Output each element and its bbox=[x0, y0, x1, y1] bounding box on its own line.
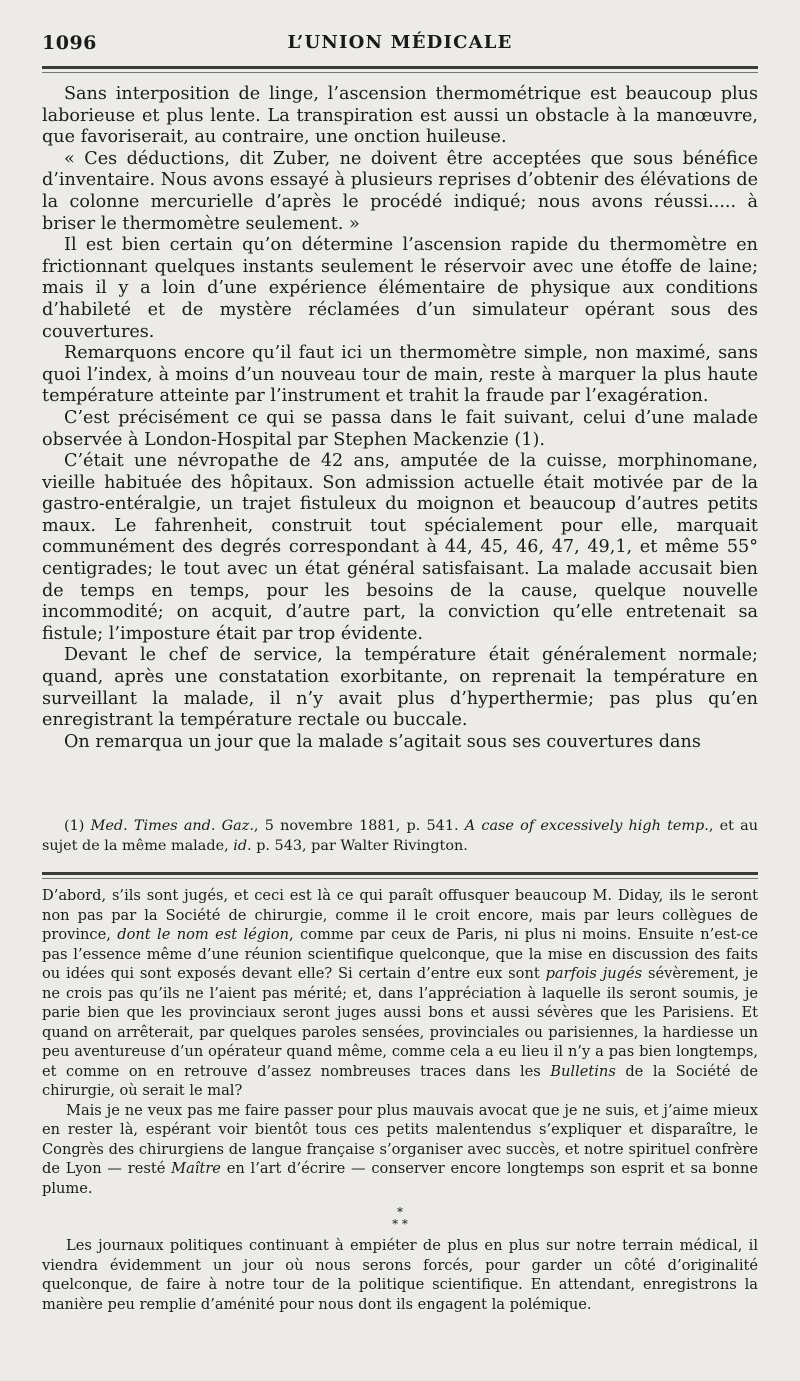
text-run: D’abord, s’ils sont jugés, et ceci est là ce qui paraît offusquer beaucoup M. Diday, ils le seront non pas par la Société de chirurgie, comme il le croit encore, mais par leurs collègues de province, bbox=[42, 887, 758, 943]
paragraph: Sans interposition de linge, l’ascension thermométrique est beaucoup plus laborieuse et plus lente. La transpiration est aussi un obstacle à la manœuvre, que favoriserait, au contraire, une onction huileuse. bbox=[42, 84, 758, 148]
paragraph: Devant le chef de service, la température était généralement normale; quand, après une constatation exorbitante, on reprenait la température en surveillant la malade, il n’y avait plus d’hyperthermie; pas plus qu’en enregistrant la température rectale ou buccale. bbox=[42, 645, 758, 731]
text-run: Mais je ne veux pas me faire passer pour plus mauvais avocat que je ne suis, et j’aime mieux en rester là, espérant voir bientôt tous ces petits malentendus s’expliquer et disparaître, le Congrès des chirurgiens de langue française s’organiser avec succès, et notre spirituel confrère de Lyon — resté bbox=[42, 1101, 758, 1177]
italic-run: dont le nom est légion bbox=[117, 926, 290, 943]
asterism-top: * bbox=[397, 1205, 403, 1219]
footnote-marker: (1) bbox=[64, 818, 85, 834]
asterism-bottom: * * bbox=[392, 1217, 408, 1231]
paragraph: « Ces déductions, dit Zuber, ne doivent être acceptées que sous bénéfice d’inventaire. Nous avons essayé à plusieurs reprises d’obtenir des élévations de la colonne mercurielle d’après le procédé indiqué; nous avons réussi..... à briser le thermomètre seulement. » bbox=[42, 148, 758, 234]
footnote-journal: Med. Times and. Gaz. bbox=[90, 818, 254, 834]
text-run: de la Société de chirurgie, où serait le mal? bbox=[42, 1062, 758, 1099]
text-run: en l’art d’écrire — conserver encore longtemps son esprit et sa bonne plume. bbox=[42, 1160, 758, 1197]
feuilleton-paragraph: Les journaux politiques continuant à empiéter de plus en plus sur notre terrain médical, il viendra évidemment un jour où nous serons forcés, pour garder un côté d’originalité quelconque, de faire à notre tour de la politique scientifique. En attendant, enregistrons la manière peu remplie d’aménité pour nous dont ils engagent la polémique. bbox=[42, 1237, 758, 1313]
italic-run: Bulletins bbox=[550, 1062, 616, 1080]
running-title: L’UNION MÉDICALE bbox=[287, 32, 513, 53]
italic-run: Maître bbox=[171, 1160, 221, 1177]
page-number: 1096 bbox=[42, 32, 97, 54]
text-run: sévèrement, je ne crois pas qu’ils ne l’aient pas mérité; et, dans l’appréciation à laquelle ils seront soumis, je parie bien que les provinciaux seront juges aussi bons et aussi sévères que les Parisiens. Et quand on arrêterait, par quelques paroles sensées, provinciales ou parisiennes, la hardiesse un peu aventureuse d’un opérateur quand même, comme cela a eu lieu il n’y a pas bien longtemps, et comme on en retrouve d’assez nombreuses traces dans les bbox=[42, 965, 758, 1080]
asterism bbox=[42, 1206, 758, 1230]
header-rule-thin bbox=[42, 72, 758, 73]
page-header bbox=[42, 30, 758, 64]
footnote-id: id. bbox=[233, 838, 252, 854]
main-text bbox=[42, 84, 758, 753]
paragraph: C’était une névropathe de 42 ans, amputée de la cuisse, morphinomane, vieille habituée des hôpitaux. Son admission actuelle était motivée par de la gastro-entéralgie, un trajet fistuleux du moignon et beaucoup d’autres petits maux. Le fahrenheit, construit tout spécialement pour elle, marquait communément des degrés correspondant à 44, 45, 46, 47, 49,1, et même 55° centigrades; le tout avec un état général satisfaisant. La malade accusait bien de temps en temps, pour les besoins de la cause, quelque nouvelle incommodité; on acquit, d’autre part, la conviction qu’elle entretenait sa fistule; l’imposture était par trop évidente. bbox=[42, 451, 758, 644]
paragraph: Remarquons encore qu’il faut ici un thermomètre simple, non maximé, sans quoi l’index, à moins d’un nouveau tour de main, reste à marquer la plus haute température atteinte par l’instrument et trahit la fraude par l’exagération. bbox=[42, 343, 758, 407]
feuilleton-rule bbox=[42, 872, 758, 875]
footnote-text: , 5 novembre 1881, p. 541. bbox=[253, 818, 465, 834]
paragraph: On remarqua un jour que la malade s’agitait sous ses couvertures dans bbox=[64, 731, 701, 752]
header-rule bbox=[42, 66, 758, 69]
footnote bbox=[42, 816, 758, 856]
footnote-text: p. 543, par Walter Rivington. bbox=[251, 838, 468, 854]
feuilleton-section bbox=[42, 886, 758, 1314]
feuilleton-paragraph bbox=[42, 886, 758, 1101]
paragraph: C’est précisément ce qui se passa dans le fait suivant, celui d’une malade observée à London-Hospital par Stephen Mackenzie (1). bbox=[42, 407, 758, 450]
footnote-article-title: A case of excessively high temp. bbox=[464, 818, 709, 834]
italic-run: parfois jugés bbox=[545, 965, 643, 982]
footnote-text: , et au sujet de la même malade, bbox=[42, 818, 758, 854]
feuilleton-rule-thin bbox=[42, 878, 758, 879]
feuilleton-paragraph bbox=[42, 1101, 758, 1199]
paragraph: Il est bien certain qu’on détermine l’ascension rapide du thermomètre en frictionnant quelques instants seulement le réservoir avec une étoffe de laine; mais il y a loin d’une expérience élémentaire de physique aux conditions d’habileté et de mystère réclamées d’un simulateur opérant sous des couvertures. bbox=[42, 235, 758, 342]
text-run: , comme par ceux de Paris, ni plus ni moins. Ensuite n’est-ce pas l’essence même d’une réunion scientifique quelconque, que la mise en discussion des faits ou idées qui sont exposés devant elle? Si certain d’entre eux sont bbox=[42, 926, 759, 982]
